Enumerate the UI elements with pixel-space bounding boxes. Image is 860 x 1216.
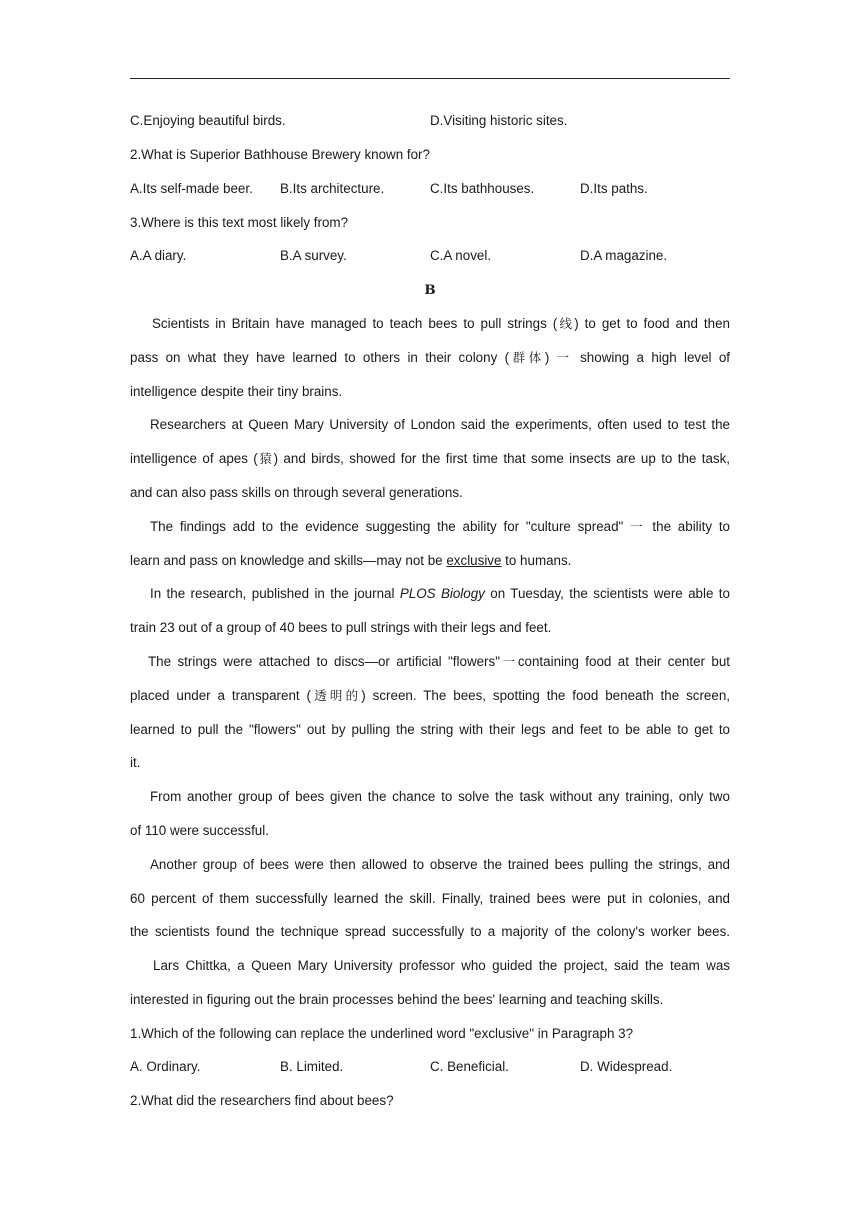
header-rule xyxy=(130,78,730,79)
option-c: C. Beneficial. xyxy=(430,1059,509,1074)
paragraph-line: intelligence of apes (猿) and birds, showed for the first time that some insects are up to the task, xyxy=(130,451,730,466)
option-c: C.Its bathhouses. xyxy=(430,181,535,196)
underlined-word: exclusive xyxy=(446,553,502,568)
paragraph-line: pass on what they have learned to others in their colony (群体) 一 showing a high level of xyxy=(130,350,730,365)
option-d: D.A magazine. xyxy=(580,248,668,263)
paragraph-line: From another group of bees given the chance to solve the task without any training, only two xyxy=(150,789,730,804)
option-d: D.Visiting historic sites. xyxy=(430,113,568,128)
option-d: D. Widespread. xyxy=(580,1059,673,1074)
paragraph-line: In the research, published in the journal PLOS Biology on Tuesday, the scientists were able to xyxy=(150,586,730,601)
paragraph-line: it. xyxy=(130,755,141,770)
paragraph-line: learned to pull the "flowers" out by pulling the string with their legs and feet to be able to get to xyxy=(130,722,730,737)
paragraph-line: The findings add to the evidence suggesting the ability for "culture spread" 一 the ability to xyxy=(150,519,730,534)
question-text: 2.What did the researchers find about bees? xyxy=(130,1093,394,1108)
option-b: B.A survey. xyxy=(280,248,347,263)
question-text: 3.Where is this text most likely from? xyxy=(130,215,349,230)
paragraph-line: 60 percent of them successfully learned the skill. Finally, trained bees were put in colonies, and xyxy=(130,891,730,906)
option-d: D.Its paths. xyxy=(580,181,648,196)
option-a: A. Ordinary. xyxy=(130,1059,201,1074)
paragraph-line: The strings were attached to discs—or artificial "flowers"一containing food at their center but xyxy=(148,654,730,669)
paragraph-line: Lars Chittka, a Queen Mary University professor who guided the project, said the team was xyxy=(153,958,730,973)
paragraph-line: of 110 were successful. xyxy=(130,823,269,838)
paragraph-line: the scientists found the technique spread successfully to a majority of the colony's worker bees. xyxy=(130,924,730,939)
paragraph-line: and can also pass skills on through several generations. xyxy=(130,485,463,500)
option-a: A.Its self-made beer. xyxy=(130,181,253,196)
paragraph-line: learn and pass on knowledge and skills—may not be exclusive to humans. xyxy=(130,553,572,568)
question-text: 2.What is Superior Bathhouse Brewery known for? xyxy=(130,147,430,162)
paragraph-line: intelligence despite their tiny brains. xyxy=(130,384,343,399)
question-text: 1.Which of the following can replace the underlined word "exclusive" in Paragraph 3? xyxy=(130,1026,634,1041)
paragraph-line: interested in figuring out the brain processes behind the bees' learning and teaching skills. xyxy=(130,992,664,1007)
journal-name: PLOS Biology xyxy=(399,586,485,601)
option-b: B.Its architecture. xyxy=(280,181,385,196)
paragraph-line: Researchers at Queen Mary University of London said the experiments, often used to test the xyxy=(150,417,730,432)
option-c: C.Enjoying beautiful birds. xyxy=(130,113,286,128)
option-a: A.A diary. xyxy=(130,248,187,263)
option-b: B. Limited. xyxy=(280,1059,344,1074)
paragraph-line: train 23 out of a group of 40 bees to pull strings with their legs and feet. xyxy=(130,620,552,635)
paragraph-line: Scientists in Britain have managed to teach bees to pull strings (线) to get to food and then xyxy=(152,316,730,331)
paragraph-line: Another group of bees were then allowed to observe the trained bees pulling the strings, and xyxy=(150,857,730,872)
paragraph-line: placed under a transparent (透明的) screen. The bees, spotting the food beneath the screen, xyxy=(130,688,730,703)
option-c: C.A novel. xyxy=(430,248,492,263)
section-heading: B xyxy=(424,282,436,298)
